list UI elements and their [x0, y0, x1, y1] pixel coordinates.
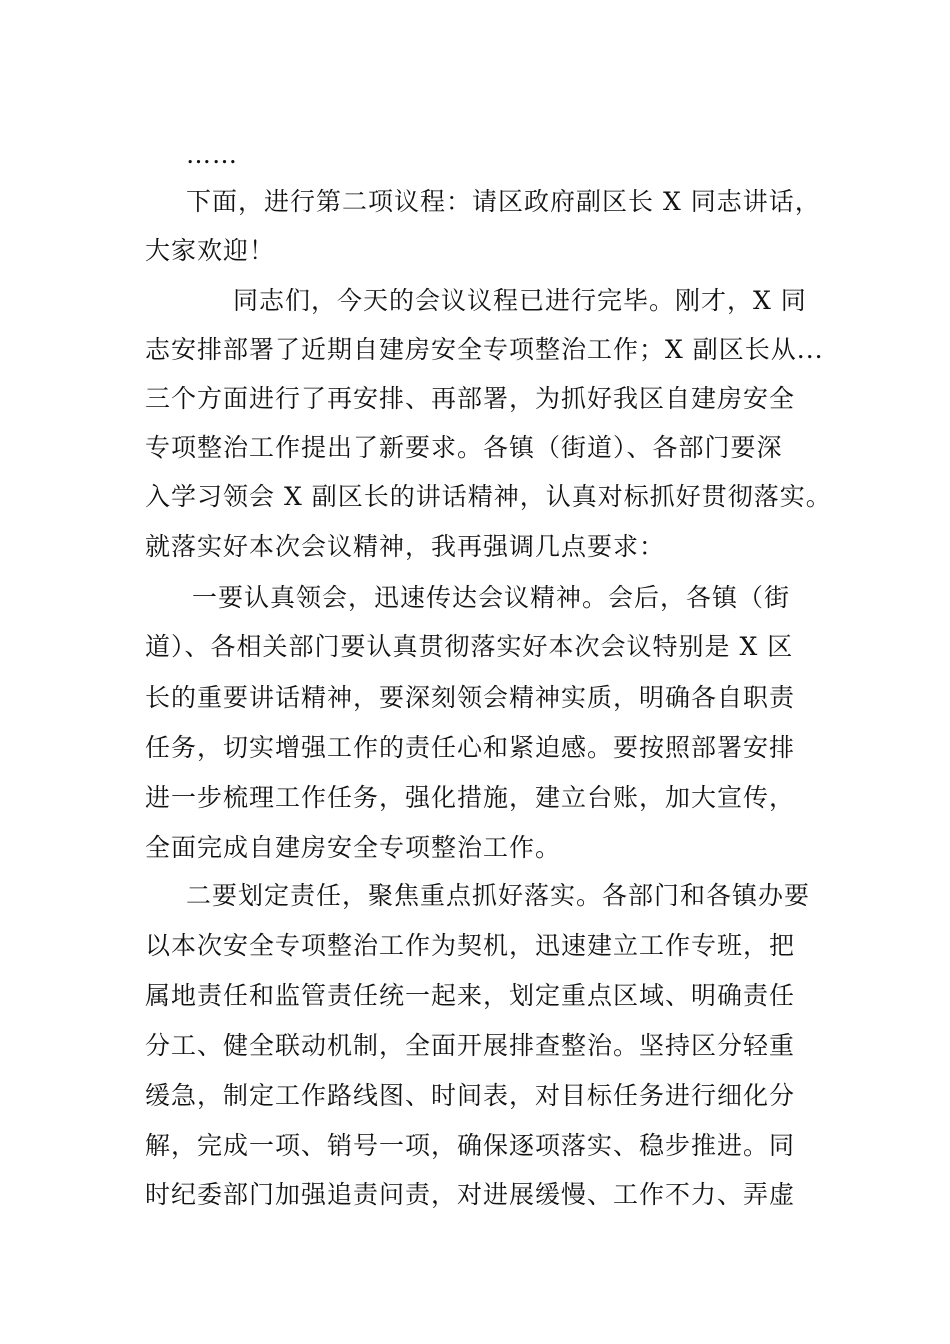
paragraph-line: 下面，进行第二项议程：请区政府副区长 X 同志讲话， — [186, 187, 821, 216]
paragraph-line: 全面完成自建房安全专项整治工作。 — [145, 833, 562, 862]
paragraph-line: 大家欢迎！ — [145, 236, 276, 265]
paragraph-line: 二要划定责任，聚焦重点抓好落实。各部门和各镇办要 — [186, 881, 811, 910]
paragraph-line: 缓急，制定工作路线图、时间表，对目标任务进行细化分 — [145, 1081, 796, 1110]
paragraph-line: 以本次安全专项整治工作为契机，迅速建立工作专班，把 — [145, 931, 796, 960]
paragraph-line: 时纪委部门加强追责问责，对进展缓慢、工作不力、弄虚 — [145, 1180, 796, 1209]
paragraph-line: 一要认真领会，迅速传达会议精神。会后，各镇（街 — [192, 583, 791, 612]
paragraph-line: 志安排部署了近期自建房安全专项整治工作；X 副区长从... — [145, 335, 824, 364]
paragraph-line: 长的重要讲话精神，要深刻领会精神实质，明确各自职责 — [145, 683, 796, 712]
paragraph-line: 道）、各相关部门要认真贯彻落实好本次会议特别是 X 区 — [145, 632, 794, 661]
ellipsis-line: …… — [186, 140, 238, 169]
paragraph-line: 解，完成一项、销号一项，确保逐项落实、稳步推进。同 — [145, 1131, 796, 1160]
paragraph-line: 同志们，今天的会议议程已进行完毕。刚才，X 同 — [233, 286, 807, 315]
paragraph-line: 就落实好本次会议精神，我再强调几点要求： — [145, 532, 666, 561]
paragraph-line: 分工、健全联动机制，全面开展排查整治。坚持区分轻重 — [145, 1031, 796, 1060]
paragraph-line: 入学习领会 X 副区长的讲话精神，认真对标抓好贯彻落实。 — [145, 482, 832, 511]
paragraph-line: 三个方面进行了再安排、再部署，为抓好我区自建房安全 — [145, 384, 796, 413]
paragraph-line: 进一步梳理工作任务，强化措施，建立台账，加大宣传， — [145, 783, 796, 812]
paragraph-line: 属地责任和监管责任统一起来，划定重点区域、明确责任 — [145, 981, 796, 1010]
paragraph-line: 任务，切实增强工作的责任心和紧迫感。要按照部署安排 — [145, 733, 796, 762]
paragraph-line: 专项整治工作提出了新要求。各镇（街道）、各部门要深 — [145, 433, 783, 462]
